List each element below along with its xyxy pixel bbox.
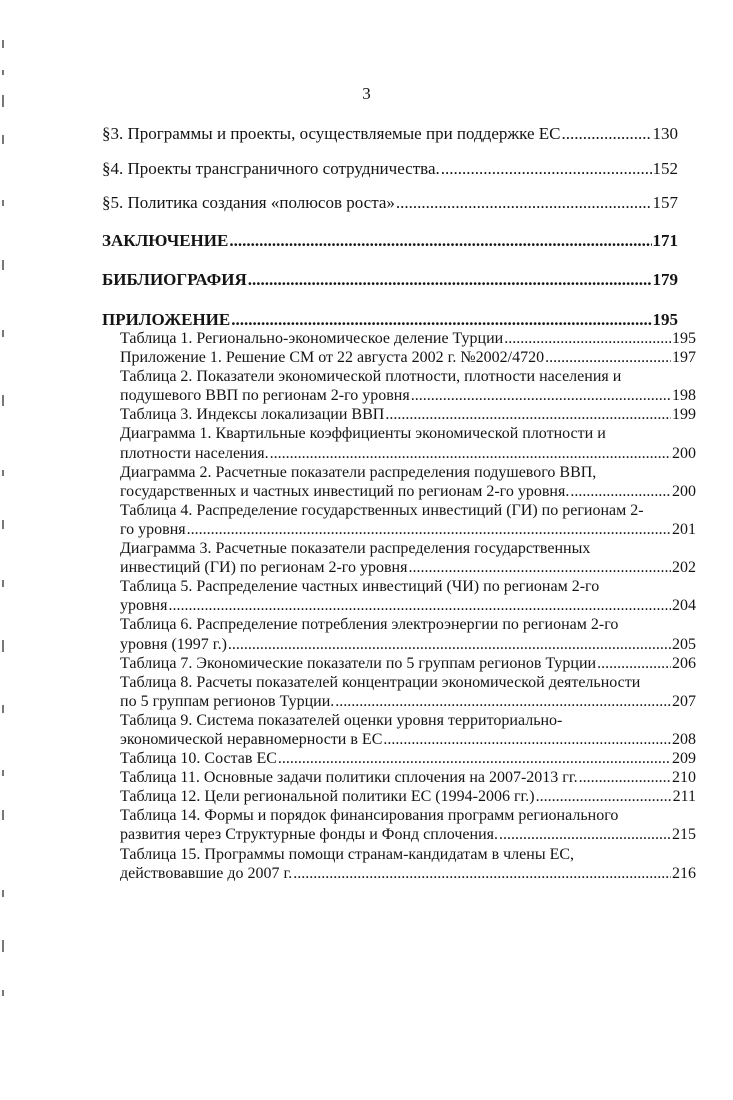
appendix-item — [120, 654, 696, 673]
appendix-item-page: 204 — [672, 597, 696, 615]
appendix-item-title-cont: го уровня — [120, 520, 186, 538]
appendix-item — [120, 787, 696, 806]
appendix-item-page: 216 — [672, 864, 696, 882]
leader-dots — [270, 444, 671, 463]
appendix-item — [120, 806, 696, 844]
appendix-item-title-cont: плотности населения. — [120, 444, 269, 462]
toc-entry-bibliography — [102, 270, 678, 290]
leader-dots — [408, 558, 671, 577]
appendix-item — [120, 424, 696, 462]
toc-entry-page: 179 — [652, 270, 678, 289]
appendix-item-title: Таблица 9. Система показателей оценки уровня территориально- — [120, 711, 563, 729]
appendix-item-page: 209 — [672, 750, 696, 768]
appendix-item-title: Таблица 8. Расчеты показателей концентрации экономической деятельности — [120, 673, 641, 691]
appendix-item-title: Таблица 5. Распределение частных инвестиций (ЧИ) по регионам 2-го — [120, 578, 600, 596]
appendix-item-title: Таблица 12. Цели региональной политики ЕС (1994-2006 гг.) — [120, 788, 535, 806]
toc-entry-page: 130 — [652, 124, 678, 143]
toc-entry-title: §5. Политика создания «полюсов роста» — [102, 193, 395, 212]
appendix-item-page: 211 — [672, 788, 696, 806]
appendix-item-page: 202 — [672, 559, 696, 577]
leader-dots — [383, 730, 671, 749]
toc-entry-page: 195 — [652, 310, 678, 329]
leader-dots — [385, 405, 671, 424]
appendix-item-title: Таблица 7. Экономические показатели по 5 группам регионов Турции — [120, 654, 597, 672]
leader-dots — [335, 692, 671, 711]
leader-dots — [499, 825, 671, 844]
appendix-item-page: 197 — [672, 349, 696, 367]
appendix-item-title-cont: по 5 группам регионов Турции. — [120, 692, 335, 710]
leader-dots — [228, 635, 671, 654]
appendix-item-title-cont: инвестиций (ГИ) по регионам 2-го уровня — [120, 559, 408, 577]
appendix-item-title-cont: действовавшие до 2007 г. — [120, 864, 293, 882]
appendix-item-title: Таблица 11. Основные задачи политики сплочения на 2007-2013 гг. — [120, 769, 578, 787]
appendix-item-page: 207 — [672, 692, 696, 710]
toc-entry-section-3 — [102, 124, 678, 144]
appendix-item-title: Таблица 10. Состав ЕС — [120, 750, 277, 768]
appendix-item — [120, 463, 696, 501]
leader-dots — [168, 596, 671, 615]
appendix-item-page: 206 — [672, 654, 696, 672]
scan-edge-marks — [2, 0, 12, 1100]
appendix-item-title: Диаграмма 1. Квартильные коэффициенты экономической плотности и — [120, 425, 606, 443]
leader-dots — [570, 482, 671, 501]
appendix-item — [120, 367, 696, 405]
appendix-item-title: Диаграмма 2. Расчетные показатели распределения подушевого ВВП, — [120, 463, 597, 481]
leader-dots — [536, 787, 672, 806]
appendix-item — [120, 615, 696, 653]
appendix-item-page: 198 — [672, 387, 696, 405]
toc-entry-section-4 — [102, 159, 678, 179]
leader-dots — [293, 864, 671, 883]
leader-dots — [231, 310, 651, 330]
appendix-item-page: 195 — [672, 330, 696, 347]
appendix-item-page: 210 — [672, 769, 696, 787]
appendix-item — [120, 405, 696, 424]
appendix-item-title: Таблица 2. Показатели экономической плотности, плотности населения и — [120, 368, 622, 386]
leader-dots — [248, 270, 652, 290]
appendix-item-title-cont: развития через Структурные фонды и Фонд сплочения. — [120, 826, 499, 844]
appendix-item — [120, 768, 696, 787]
appendix-item-page: 208 — [672, 730, 696, 748]
leader-dots — [441, 159, 652, 179]
toc-entry-title: БИБЛИОГРАФИЯ — [102, 270, 247, 289]
appendix-item — [120, 845, 696, 883]
appendix-item — [120, 673, 696, 711]
appendix-item-title-cont: государственных и частных инвестиций по регионам 2-го уровня. — [120, 482, 570, 500]
appendix-item — [120, 348, 696, 367]
toc-entry-title: ПРИЛОЖЕНИЕ — [102, 310, 231, 329]
appendix-item-page: 200 — [672, 444, 696, 462]
page-number: 3 — [362, 84, 371, 103]
leader-dots — [597, 654, 671, 673]
leader-dots — [229, 231, 651, 251]
appendix-item-title: Таблица 3. Индексы локализации ВВП — [120, 406, 385, 424]
appendix-item — [120, 711, 696, 749]
appendix-item-page: 200 — [672, 482, 696, 500]
leader-dots — [278, 749, 671, 768]
leader-dots — [545, 348, 671, 367]
leader-dots — [411, 386, 671, 405]
leader-dots — [187, 520, 671, 539]
appendix-item-title: Таблица 6. Распределение потребления электроэнергии по регионам 2-го — [120, 616, 619, 634]
appendix-item-page: 205 — [672, 635, 696, 653]
appendix-item — [120, 577, 696, 615]
appendix-list — [102, 329, 696, 883]
appendix-item-title-cont: экономической неравномерности в ЕС — [120, 730, 383, 748]
appendix-item-title: Приложение 1. Решение СМ от 22 августа 2002 г. №2002/4720 — [120, 349, 545, 367]
appendix-item-title: Таблица 1. Регионально-экономическое деление Турции — [120, 330, 504, 347]
toc-entry-title: §3. Программы и проекты, осуществляемые при поддержке ЕС — [102, 124, 561, 143]
appendix-item-title: Таблица 14. Формы и порядок финансирования программ регионального — [120, 807, 619, 825]
appendix-item-page: 201 — [672, 520, 696, 538]
appendix-item — [120, 539, 696, 577]
toc-entry-section-5 — [102, 193, 678, 213]
leader-dots — [579, 768, 671, 787]
appendix-item — [120, 749, 696, 768]
appendix-item-title-cont: подушевого ВВП по регионам 2-го уровня — [120, 387, 410, 405]
appendix-item-title: Таблица 15. Программы помощи странам-кандидатам в члены ЕС, — [120, 845, 575, 863]
leader-dots — [396, 193, 652, 213]
toc-entry-conclusion — [102, 231, 678, 251]
toc-entry-title: §4. Проекты трансграничного сотрудничества. — [102, 159, 440, 178]
appendix-item-page: 199 — [672, 406, 696, 424]
appendix-item — [120, 329, 696, 348]
leader-dots — [504, 329, 671, 348]
toc-entry-page: 171 — [652, 231, 678, 250]
appendix-item-title: Диаграмма 3. Расчетные показатели распределения государственных — [120, 540, 591, 558]
toc-entry-title: ЗАКЛЮЧЕНИЕ — [102, 231, 229, 250]
toc-entry-appendix — [102, 310, 678, 330]
appendix-item-page: 215 — [672, 826, 696, 844]
appendix-item-title-cont: уровня (1997 г.) — [120, 635, 227, 653]
toc-entry-page: 157 — [652, 193, 678, 212]
appendix-item — [120, 501, 696, 539]
toc-entry-page: 152 — [652, 159, 678, 178]
appendix-item-title: Таблица 4. Распределение государственных инвестиций (ГИ) по регионам 2- — [120, 501, 644, 519]
leader-dots — [561, 124, 651, 144]
appendix-item-title-cont: уровня — [120, 597, 168, 615]
